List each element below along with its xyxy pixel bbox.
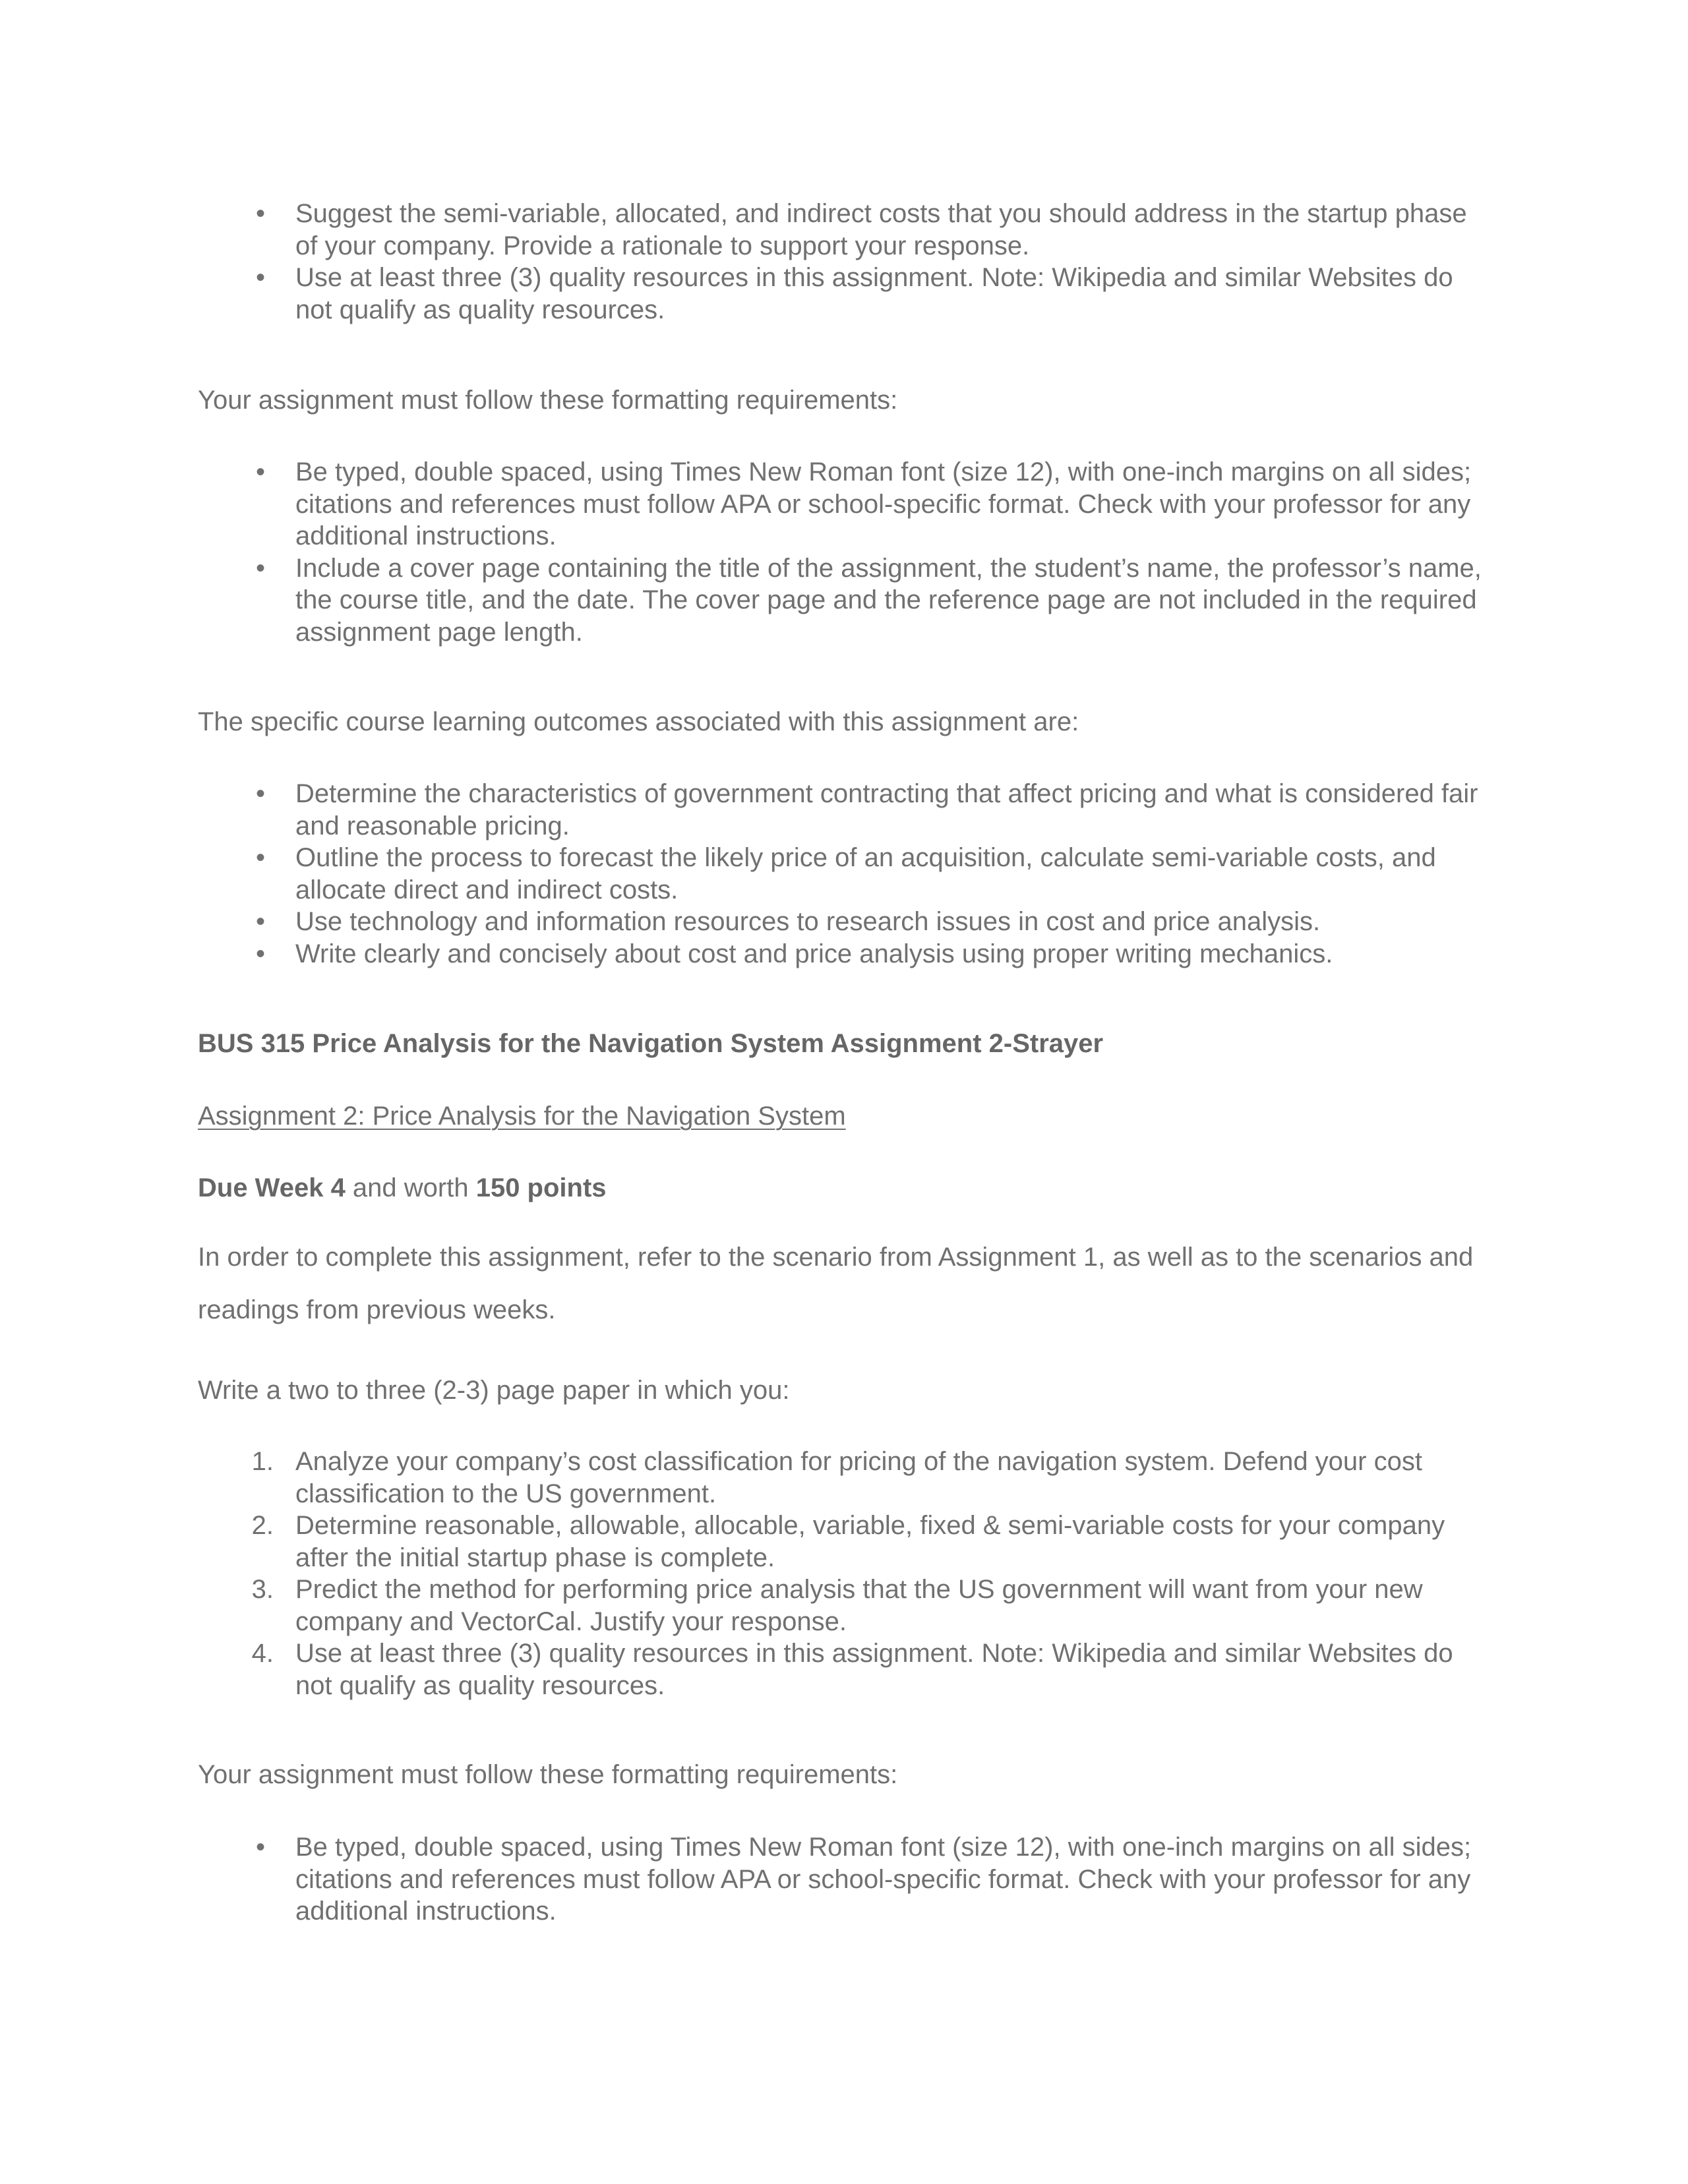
list-item — [198, 1638, 1490, 1701]
list-item-text: Be typed, double spaced, using Times New Roman font (size 12), with one-inch margins on all sides; citations and references must follow APA or school-specific format. Check with your professor for any additional instructions. — [295, 457, 1472, 550]
formatting-bullet-list — [198, 456, 1490, 648]
list-item-text: Be typed, double spaced, using Times New Roman font (size 12), with one-inch margins on all sides; citations and references must follow APA or school-specific format. Check with your professor for any additional instructions. — [295, 1833, 1472, 1926]
list-item-text: Use technology and information resources to research issues in cost and price analysis. — [295, 907, 1321, 936]
list-item-text: Use at least three (3) quality resources in this assignment. Note: Wikipedia and similar Websites do not qualify as quality resources. — [295, 1639, 1453, 1700]
outcomes-intro: The specific course learning outcomes associated with this assignment are: — [198, 707, 1079, 736]
bullet-marker: • — [255, 263, 265, 292]
due-week: Due Week 4 — [198, 1173, 346, 1202]
assignment-title — [198, 1100, 1490, 1133]
due-middle: and worth — [345, 1173, 476, 1202]
bullet-marker: • — [255, 553, 265, 583]
bullet-marker: • — [255, 457, 265, 487]
list-item — [198, 262, 1490, 326]
list-item-text: Suggest the semi-variable, allocated, and indirect costs that you should address in the startup phase of your company. Provide a rationale to support your response. — [295, 199, 1467, 260]
outcomes-bullet-list — [198, 778, 1490, 970]
numbered-list — [198, 1446, 1490, 1701]
bullet-marker: • — [255, 779, 265, 808]
due-line — [198, 1172, 1490, 1204]
list-item — [198, 198, 1490, 262]
list-item — [198, 1446, 1490, 1510]
list-item-text: Determine the characteristics of government contracting that affect pricing and what is considered fair and reasonable pricing. — [295, 779, 1478, 841]
bullet-marker: • — [255, 907, 265, 936]
list-number: 4. — [251, 1639, 274, 1668]
formatting-intro: Your assignment must follow these formatting requirements: — [198, 1760, 898, 1789]
list-item — [198, 778, 1490, 842]
list-number: 1. — [251, 1447, 274, 1476]
list-item-text: Use at least three (3) quality resources in this assignment. Note: Wikipedia and similar Websites do not qualify as quality resources. — [295, 263, 1453, 324]
formatting-bullet-list — [198, 1831, 1490, 1928]
list-item-text: Predict the method for performing price analysis that the US government will want from your new company and VectorCal. Justify your response. — [295, 1575, 1423, 1636]
due-points: 150 points — [475, 1173, 607, 1202]
top-bullet-list — [198, 198, 1490, 326]
bullet-marker: • — [255, 1833, 265, 1862]
list-item-text: Write clearly and concisely about cost and price analysis using proper writing mechanics. — [295, 939, 1333, 968]
list-item — [198, 1574, 1490, 1638]
bullet-marker: • — [255, 939, 265, 968]
list-number: 2. — [251, 1511, 274, 1540]
list-item — [198, 842, 1490, 906]
section-heading: BUS 315 Price Analysis for the Navigation System Assignment 2-Strayer — [198, 1029, 1104, 1058]
list-item — [198, 938, 1490, 970]
list-number: 3. — [251, 1575, 274, 1604]
list-item-text: Determine reasonable, allowable, allocable, variable, fixed & semi-variable costs for your company after the initial startup phase is complete. — [295, 1511, 1445, 1572]
list-item — [198, 1510, 1490, 1574]
list-item-text: Include a cover page containing the title of the assignment, the student’s name, the professor’s name, the course title, and the date. The cover page and the reference page are not included in the required assignment page length. — [295, 553, 1482, 647]
list-item — [198, 1831, 1490, 1928]
list-item — [198, 456, 1490, 552]
list-item-text: Outline the process to forecast the likely price of an acquisition, calculate semi-variable costs, and allocate direct and indirect costs. — [295, 843, 1436, 904]
intro-paragraph: In order to complete this assignment, refer to the scenario from Assignment 1, as well as to the scenarios and readings from previous weeks. — [198, 1243, 1474, 1324]
list-item-text: Analyze your company’s cost classification for pricing of the navigation system. Defend your cost classification to the US government. — [295, 1447, 1422, 1508]
formatting-intro: Your assignment must follow these formatting requirements: — [198, 386, 898, 415]
bullet-marker: • — [255, 843, 265, 872]
list-item — [198, 552, 1490, 649]
assignment-title-text: Assignment 2: Price Analysis for the Navigation System — [198, 1102, 846, 1131]
list-item — [198, 906, 1490, 938]
bullet-marker: • — [255, 199, 265, 228]
write-intro: Write a two to three (2-3) page paper in which you: — [198, 1376, 790, 1405]
